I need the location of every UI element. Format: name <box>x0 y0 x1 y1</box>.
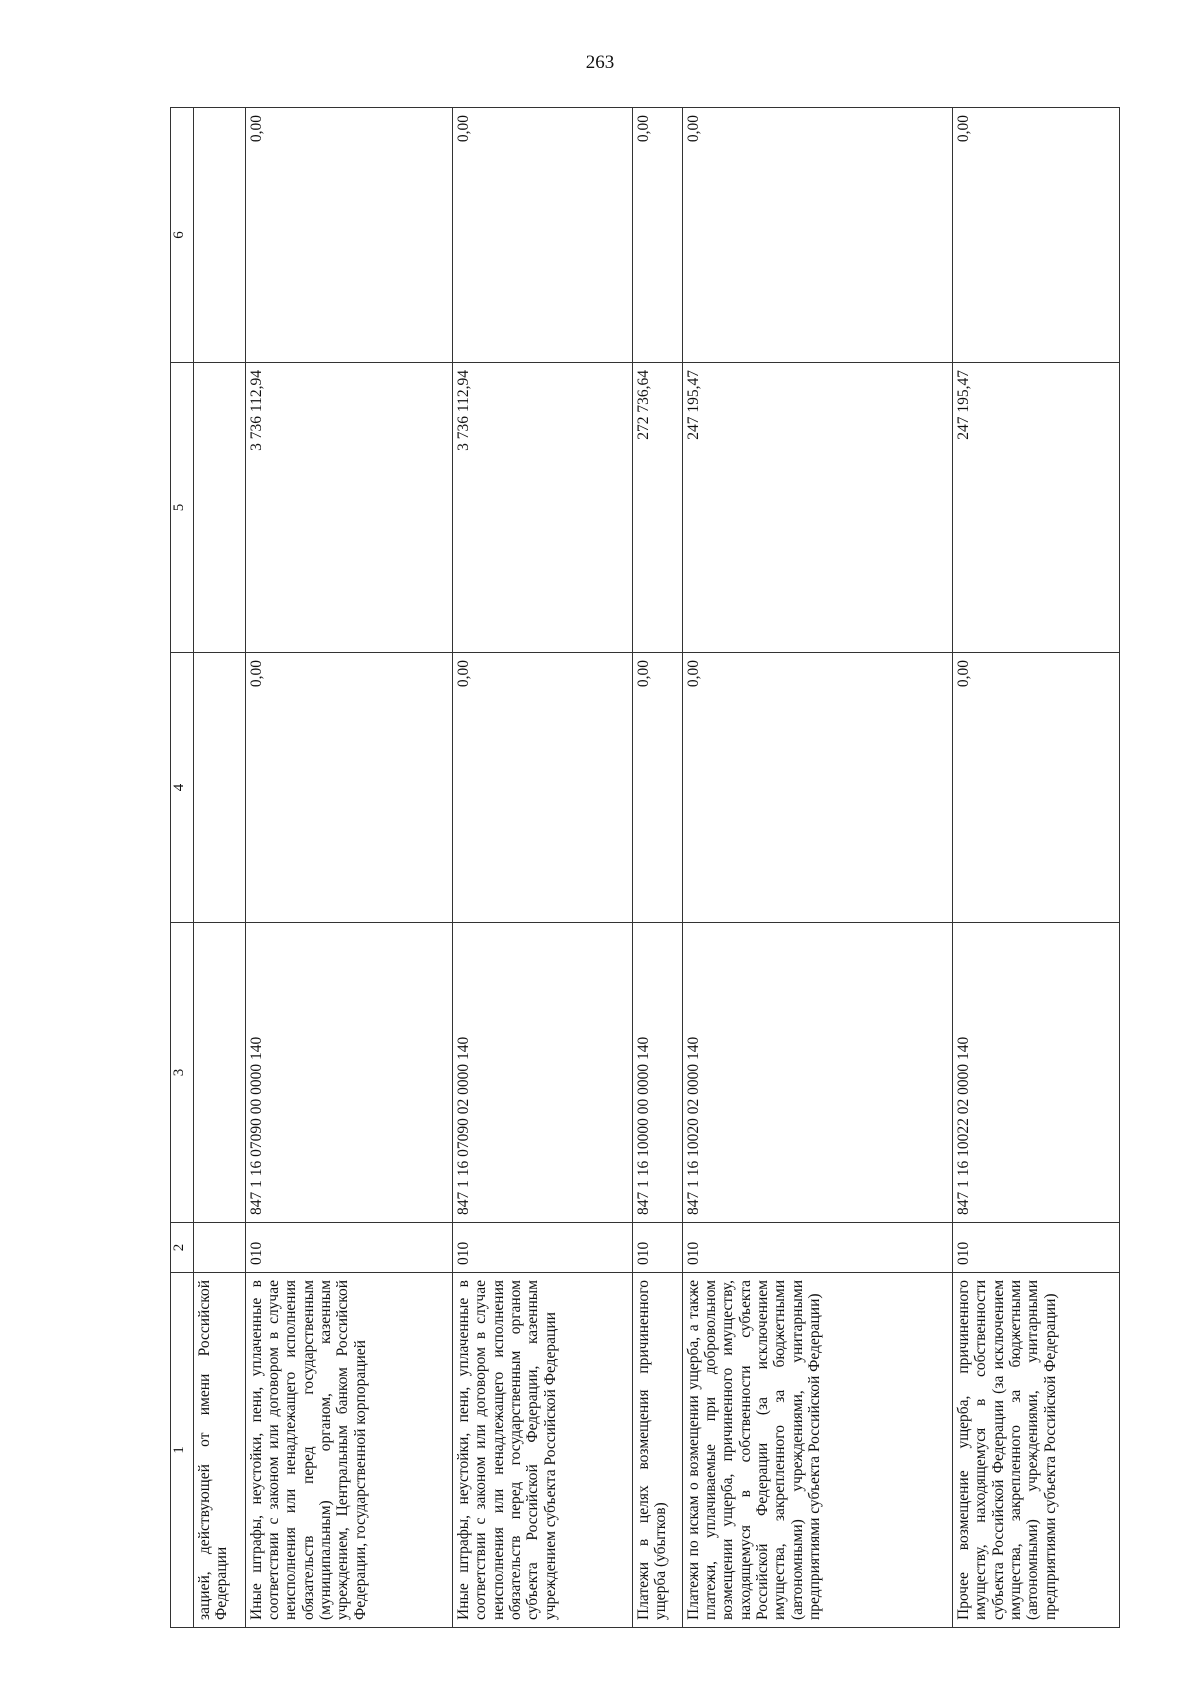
column-header-1: 1 <box>171 1273 194 1628</box>
rotated-table-container <box>170 108 1120 1628</box>
row-code: 010 <box>452 1223 632 1273</box>
table-row <box>452 108 632 1628</box>
row-col5: 3 736 112,94 <box>452 363 632 653</box>
row-col5: 247 195,47 <box>952 363 1119 653</box>
column-header-2: 2 <box>171 1223 194 1273</box>
row-col5: 247 195,47 <box>682 363 952 653</box>
row-description: Иные штрафы, неустойки, пени, уплаченные в соответствии с законом или договором в случае неисполнения или ненадлежащего исполнения обязательств перед государственным (муниципальным) органом, казенным учреждением, Центральным банком Российской Федерации, государственной корпорацией <box>245 1273 452 1628</box>
header-row <box>171 108 194 1628</box>
row-kbk: 847 1 16 07090 00 0000 140 <box>245 923 452 1223</box>
row-col4: 0,00 <box>245 653 452 923</box>
row-col6: 0,00 <box>952 108 1119 363</box>
row-col4: 0,00 <box>952 653 1119 923</box>
table-row <box>952 108 1119 1628</box>
row-col4: 0,00 <box>682 653 952 923</box>
row-kbk: 847 1 16 10020 02 0000 140 <box>682 923 952 1223</box>
column-header-5: 5 <box>171 363 194 653</box>
column-header-6: 6 <box>171 108 194 363</box>
table-row <box>245 108 452 1628</box>
row-description: Платежи по искам о возмещении ущерба, а также платежи, уплачиваемые при добровольном возмещении ущерба, причиненного имуществу, находящемуся в собственности субъекта Российской Федерации (за исключением имущества, закрепленного за бюджетными (автономными) учреждениями, унитарными предприятиями субъекта Российской Федерации) <box>682 1273 952 1628</box>
revenue-table <box>170 107 1120 1628</box>
row-kbk <box>194 923 246 1223</box>
row-col4: 0,00 <box>452 653 632 923</box>
page-number: 263 <box>585 52 615 73</box>
row-code: 010 <box>682 1223 952 1273</box>
column-header-4: 4 <box>171 653 194 923</box>
row-code <box>194 1223 246 1273</box>
row-col6: 0,00 <box>632 108 682 363</box>
row-description: Прочее возмещение ущерба, причиненного имуществу, находящемуся в собственности субъекта Российской Федерации (за исключением имущества, закрепленного за бюджетными (автономными) учреждениями, унитарными предприятиями субъекта Российской Федерации) <box>952 1273 1119 1628</box>
row-col6: 0,00 <box>682 108 952 363</box>
table-row <box>682 108 952 1628</box>
rotated-table-frame <box>170 108 1120 1628</box>
row-col5 <box>194 363 246 653</box>
row-kbk: 847 1 16 10000 00 0000 140 <box>632 923 682 1223</box>
row-description: зацией, действующей от имени Российской Федерации <box>194 1273 246 1628</box>
row-col4: 0,00 <box>632 653 682 923</box>
row-code: 010 <box>952 1223 1119 1273</box>
row-description: Иные штрафы, неустойки, пени, уплаченные в соответствии с законом или договором в случае неисполнения или ненадлежащего исполнения обязательств перед государственным органом субъекта Российской Федерации, казенным учреждением субъекта Российской Федерации <box>452 1273 632 1628</box>
row-description: Платежи в целях возмещения причиненного ущерба (убытков) <box>632 1273 682 1628</box>
row-code: 010 <box>245 1223 452 1273</box>
table-row <box>194 108 246 1628</box>
column-header-3: 3 <box>171 923 194 1223</box>
row-kbk: 847 1 16 10022 02 0000 140 <box>952 923 1119 1223</box>
table-row <box>632 108 682 1628</box>
row-col5: 272 736,64 <box>632 363 682 653</box>
row-kbk: 847 1 16 07090 02 0000 140 <box>452 923 632 1223</box>
row-col6: 0,00 <box>452 108 632 363</box>
row-col6 <box>194 108 246 363</box>
row-col5: 3 736 112,94 <box>245 363 452 653</box>
row-code: 010 <box>632 1223 682 1273</box>
row-col4 <box>194 653 246 923</box>
row-col6: 0,00 <box>245 108 452 363</box>
